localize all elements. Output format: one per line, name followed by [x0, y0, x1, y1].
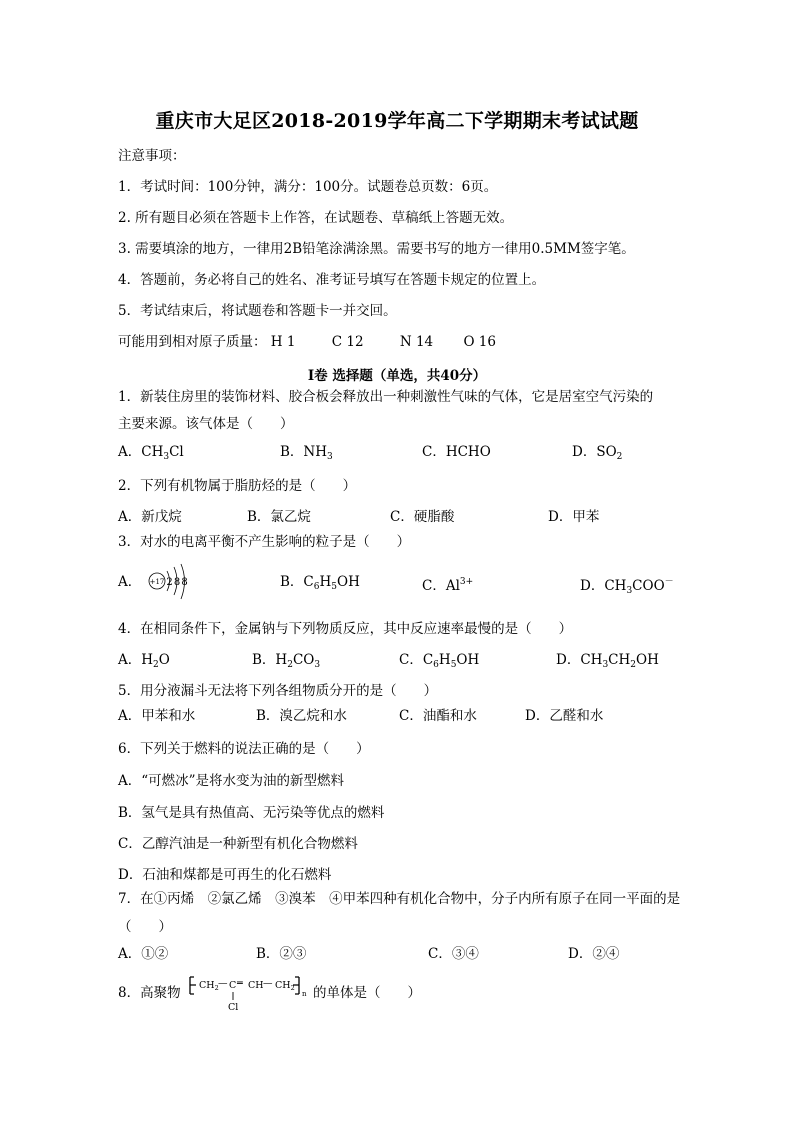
- section-title: Ⅰ卷 选择题（单选，共40分）: [307, 368, 487, 384]
- q1-option-b: B．$NH_3$: [280, 444, 333, 462]
- q8-stem-prefix: 8．高聚物: [118, 985, 181, 1001]
- q3-stem: 3．对水的电离平衡不产生影响的粒子是（ ）: [118, 534, 411, 550]
- q2-option-d: D．甲苯: [548, 509, 600, 525]
- polymer-double-bond: ═: [237, 978, 243, 989]
- atomic-mass-n: N 14: [399, 334, 434, 350]
- notice-item: 5．考试结束后，将试题卷和答题卡一并交回。: [118, 303, 397, 319]
- q7-option-a: A．①②: [118, 946, 169, 962]
- q2-stem: 2．下列有机物属于脂肪烃的是（ ）: [118, 478, 357, 494]
- q7-stem-line2: （ ）: [118, 919, 172, 935]
- polymer-chlorine: Cl: [228, 1002, 239, 1013]
- q5-option-b: B．溴乙烷和水: [256, 708, 347, 724]
- exam-title: 重庆市大足区2018-2019学年高二下学期期末考试试题: [155, 110, 639, 132]
- q6-stem: 6．下列关于燃料的说法正确的是（ ）: [118, 741, 370, 757]
- q2-option-a: A．新戊烷: [118, 509, 182, 525]
- q4-option-a: A．$H_2O$: [118, 652, 170, 670]
- notice-item: 2. 所有题目必须在答题卡上作答，在试题卷、草稿纸上答题无效。: [118, 210, 514, 226]
- polymer-group-ch: CH: [248, 980, 264, 991]
- q1-option-c: C．HCHO: [422, 444, 491, 460]
- atomic-mass-o: O 16: [463, 334, 496, 350]
- polymer-bond: —: [263, 978, 273, 989]
- nucleus-charge: +17: [149, 578, 165, 586]
- q2-option-b: B．氯乙烷: [247, 509, 311, 525]
- polymer-carbon: C: [229, 980, 237, 991]
- polymer-bracket-left: [190, 977, 196, 994]
- polymer-repeat-n: n: [302, 990, 307, 998]
- shell-electrons-2: 8: [173, 577, 181, 588]
- q3-option-a: [118, 574, 141, 590]
- q4-option-b: B．$H_2CO_3$: [252, 652, 321, 670]
- atomic-mass-h: H 1: [270, 334, 296, 350]
- polymer-group-ch2: $CH_2$: [199, 980, 219, 992]
- q8-stem-suffix: 的单体是（ ）: [313, 985, 421, 1001]
- q1-stem-line1: 1．新装住房里的装饰材料、胶合板会释放出一种刺激性气味的气体，它是居室空气污染的: [118, 389, 654, 405]
- q3-option-b: B．$C_6H_5OH$: [280, 574, 360, 592]
- q5-option-c: C．油酯和水: [399, 708, 477, 724]
- shell-electrons-1: 2: [166, 577, 173, 588]
- q3-option-d: D．$CH_3COO^-$: [580, 577, 674, 596]
- q6-option-b: B．氢气是具有热值高、无污染等优点的燃料: [118, 805, 385, 821]
- atomic-masses-label: 可能用到相对原子质量：: [118, 334, 267, 350]
- q4-option-d: D．$CH_3CH_2OH$: [556, 652, 659, 670]
- q5-option-a: A．甲苯和水: [118, 708, 196, 724]
- q6-option-d: D．石油和煤都是可再生的化石燃料: [118, 867, 332, 883]
- shell-electrons-3: 8: [181, 577, 188, 588]
- chloride-ion-structure-diagram: [146, 562, 196, 602]
- q3-option-c: C．$Al^{3+}$: [422, 577, 474, 594]
- q7-option-b: B．②③: [256, 946, 307, 962]
- atomic-masses: [118, 334, 496, 350]
- notice-heading: 注意事项：: [118, 148, 186, 164]
- q5-stem: 5．用分液漏斗无法将下列各组物质分开的是（ ）: [118, 683, 438, 699]
- q5-option-d: D．乙醛和水: [525, 708, 604, 724]
- notice-item: 3. 需要填涂的地方，一律用2B铅笔涂满涂黑。需要书写的地方一律用0.5MM签字笔。: [118, 241, 635, 257]
- q6-option-c: C．乙醇汽油是一种新型有机化合物燃料: [118, 836, 358, 852]
- atomic-mass-c: C 12: [331, 334, 364, 350]
- q7-stem-line1: 7．在①丙烯 ②氯乙烯 ③溴苯 ④甲苯四种有机化合物中，分子内所有原子在同一平面的是: [118, 891, 681, 907]
- q4-stem: 4．在相同条件下，金属钠与下列物质反应，其中反应速率最慢的是（ ）: [118, 621, 573, 637]
- notice-item: 4．答题前，务必将自己的姓名、准考证号填写在答题卡规定的位置上。: [118, 272, 546, 288]
- polymer-structure-formula: [186, 972, 318, 1014]
- q3-option-a-label: A．: [118, 574, 142, 590]
- notice-item: 1．考试时间：100分钟，满分：100分。试题卷总页数：6页。: [118, 179, 498, 195]
- q2-option-c: C．硬脂酸: [390, 509, 455, 525]
- q1-option-d: D．$SO_2$: [572, 444, 623, 462]
- polymer-bond: —: [218, 978, 228, 989]
- q7-option-d: D．②④: [568, 946, 620, 962]
- q1-stem-line2: 主要来源。该气体是（ ）: [118, 416, 294, 432]
- q7-option-c: C．③④: [428, 946, 479, 962]
- q1-option-a: A．$CH_3Cl$: [118, 444, 184, 462]
- q6-option-a: A．“可燃冰”是将水变为油的新型燃料: [118, 773, 345, 789]
- polymer-group-ch2: $CH_2$: [275, 980, 295, 992]
- q4-option-c: C．$C_6H_5OH$: [399, 652, 480, 670]
